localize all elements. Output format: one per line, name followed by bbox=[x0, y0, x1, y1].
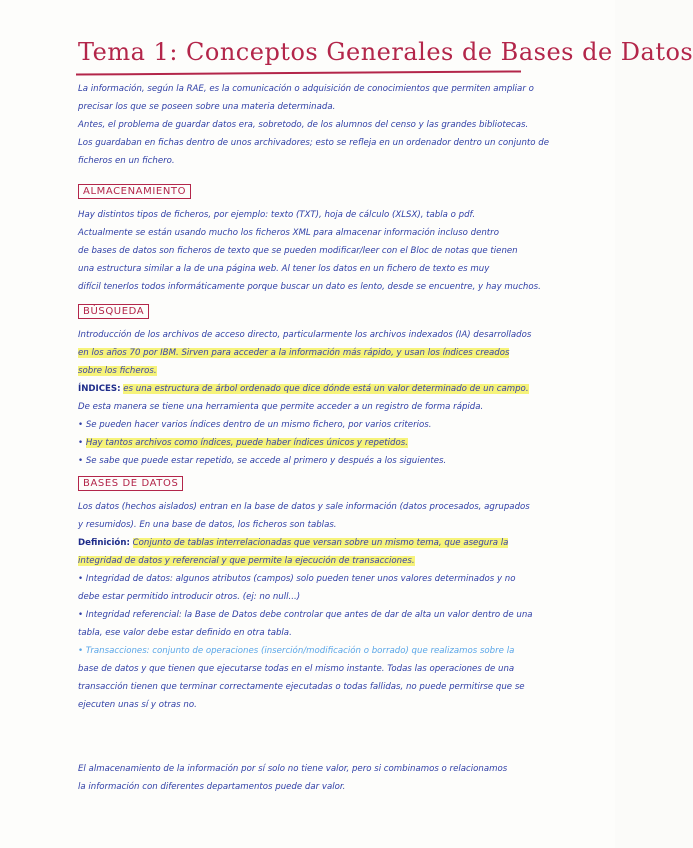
closing-line: El almacenamiento de la información por sí solo no tiene valor, pero si combinamos o relacionamos bbox=[78, 764, 508, 774]
closing-line: la información con diferentes departamentos puede dar valor. bbox=[78, 782, 346, 792]
definicion-label: Definición: bbox=[78, 538, 130, 548]
almacenamiento-line: una estructura similar a la de una página web. Al tener los datos en un fichero de texto es muy bbox=[78, 264, 490, 274]
busqueda-bullet: • Se sabe que puede estar repetido, se accede al primero y después a los siguientes. bbox=[78, 456, 447, 466]
almacenamiento-block bbox=[78, 206, 568, 296]
indices-line bbox=[78, 380, 568, 398]
bases-item: debe estar permitido introducir otros. (ej: no null...) bbox=[78, 592, 301, 602]
bases-line: y resumidos). En una base de datos, los ficheros son tablas. bbox=[78, 520, 337, 530]
heading-almacenamiento: ALMACENAMIENTO bbox=[78, 184, 191, 199]
bases-block bbox=[78, 498, 568, 714]
bases-item: • Integridad de datos: algunos atributos (campos) solo pueden tener unos valores determinados y no bbox=[78, 574, 516, 584]
busqueda-highlight: sobre los ficheros. bbox=[78, 366, 157, 376]
indices-more: De esta manera se tiene una herramienta que permite acceder a un registro de forma rápida. bbox=[78, 402, 484, 412]
indices-definition: es una estructura de árbol ordenado que dice dónde está un valor determinado de un campo. bbox=[123, 384, 529, 394]
busqueda-line bbox=[78, 362, 568, 380]
intro-line: Los guardaban en fichas dentro de unos archivadores; esto se refleja en un ordenador dentro un conjunto de ficheros en un fichero. bbox=[78, 138, 549, 166]
bases-item: transacción tienen que terminar correctamente ejecutadas o todas fallidas, no puede permitirse que se bbox=[78, 682, 525, 692]
heading-bases-de-datos: BASES DE DATOS bbox=[78, 476, 183, 491]
definicion-line bbox=[78, 552, 568, 570]
busqueda-bullet: • Hay tantos archivos como índices, puede haber índices únicos y repetidos. bbox=[78, 438, 408, 448]
busqueda-line: Introducción de los archivos de acceso directo, particularmente los archivos indexados (IA) desarrollados bbox=[78, 330, 532, 340]
bases-item: • Integridad referencial: la Base de Datos debe controlar que antes de dar de alta un valor dentro de una bbox=[78, 610, 533, 620]
closing-block bbox=[78, 760, 568, 796]
page-title: Tema 1: Conceptos Generales de Bases de Datos bbox=[78, 38, 693, 66]
busqueda-bullet: • Se pueden hacer varios índices dentro de un mismo fichero, por varios criterios. bbox=[78, 420, 432, 430]
heading-busqueda: BÚSQUEDA bbox=[78, 304, 149, 319]
title-underline bbox=[76, 70, 521, 75]
almacenamiento-line: difícil tenerlos todos informáticamente porque buscar un dato es lento, desde se encuentre, y hay muchos. bbox=[78, 282, 541, 292]
almacenamiento-line: de bases de datos son ficheros de texto que se pueden modificar/leer con el Bloc de notas que tienen bbox=[78, 246, 518, 256]
bases-line: Los datos (hechos aislados) entran en la base de datos y sale información (datos procesados, agrupados bbox=[78, 502, 530, 512]
intro-line: Antes, el problema de guardar datos era, sobretodo, de los alumnos del censo y las grandes bibliotecas. bbox=[78, 120, 529, 130]
bases-item: tabla, ese valor debe estar definido en otra tabla. bbox=[78, 628, 292, 638]
intro-block bbox=[78, 80, 568, 170]
almacenamiento-line: Hay distintos tipos de ficheros, por ejemplo: texto (TXT), hoja de cálculo (XLSX), tabla o pdf. bbox=[78, 210, 476, 220]
bases-item: • Transacciones: conjunto de operaciones (inserción/modificación o borrado) que realizamos sobre la bbox=[78, 646, 515, 656]
indices-label: ÍNDICES: bbox=[78, 384, 121, 394]
busqueda-highlight: en los años 70 por IBM. Sirven para acceder a la información más rápido, y usan los índices creados bbox=[78, 348, 510, 358]
definicion-line bbox=[78, 534, 568, 552]
bases-item: base de datos y que tienen que ejecutarse todas en el mismo instante. Todas las operaciones de una bbox=[78, 664, 515, 674]
almacenamiento-line: Actualmente se están usando mucho los ficheros XML para almacenar información incluso dentro bbox=[78, 228, 499, 238]
definicion-text: Conjunto de tablas interrelacionadas que versan sobre un mismo tema, que asegura la bbox=[132, 538, 509, 548]
busqueda-block bbox=[78, 326, 568, 470]
intro-line: La información, según la RAE, es la comunicación o adquisición de conocimientos que permiten ampliar o precisar los que se poseen sobre una materia determinada. bbox=[78, 84, 534, 112]
busqueda-line bbox=[78, 344, 568, 362]
definicion-text: integridad de datos y referencial y que permite la ejecución de transacciones. bbox=[78, 556, 415, 566]
bases-item: ejecuten unas sí y otras no. bbox=[78, 700, 197, 710]
